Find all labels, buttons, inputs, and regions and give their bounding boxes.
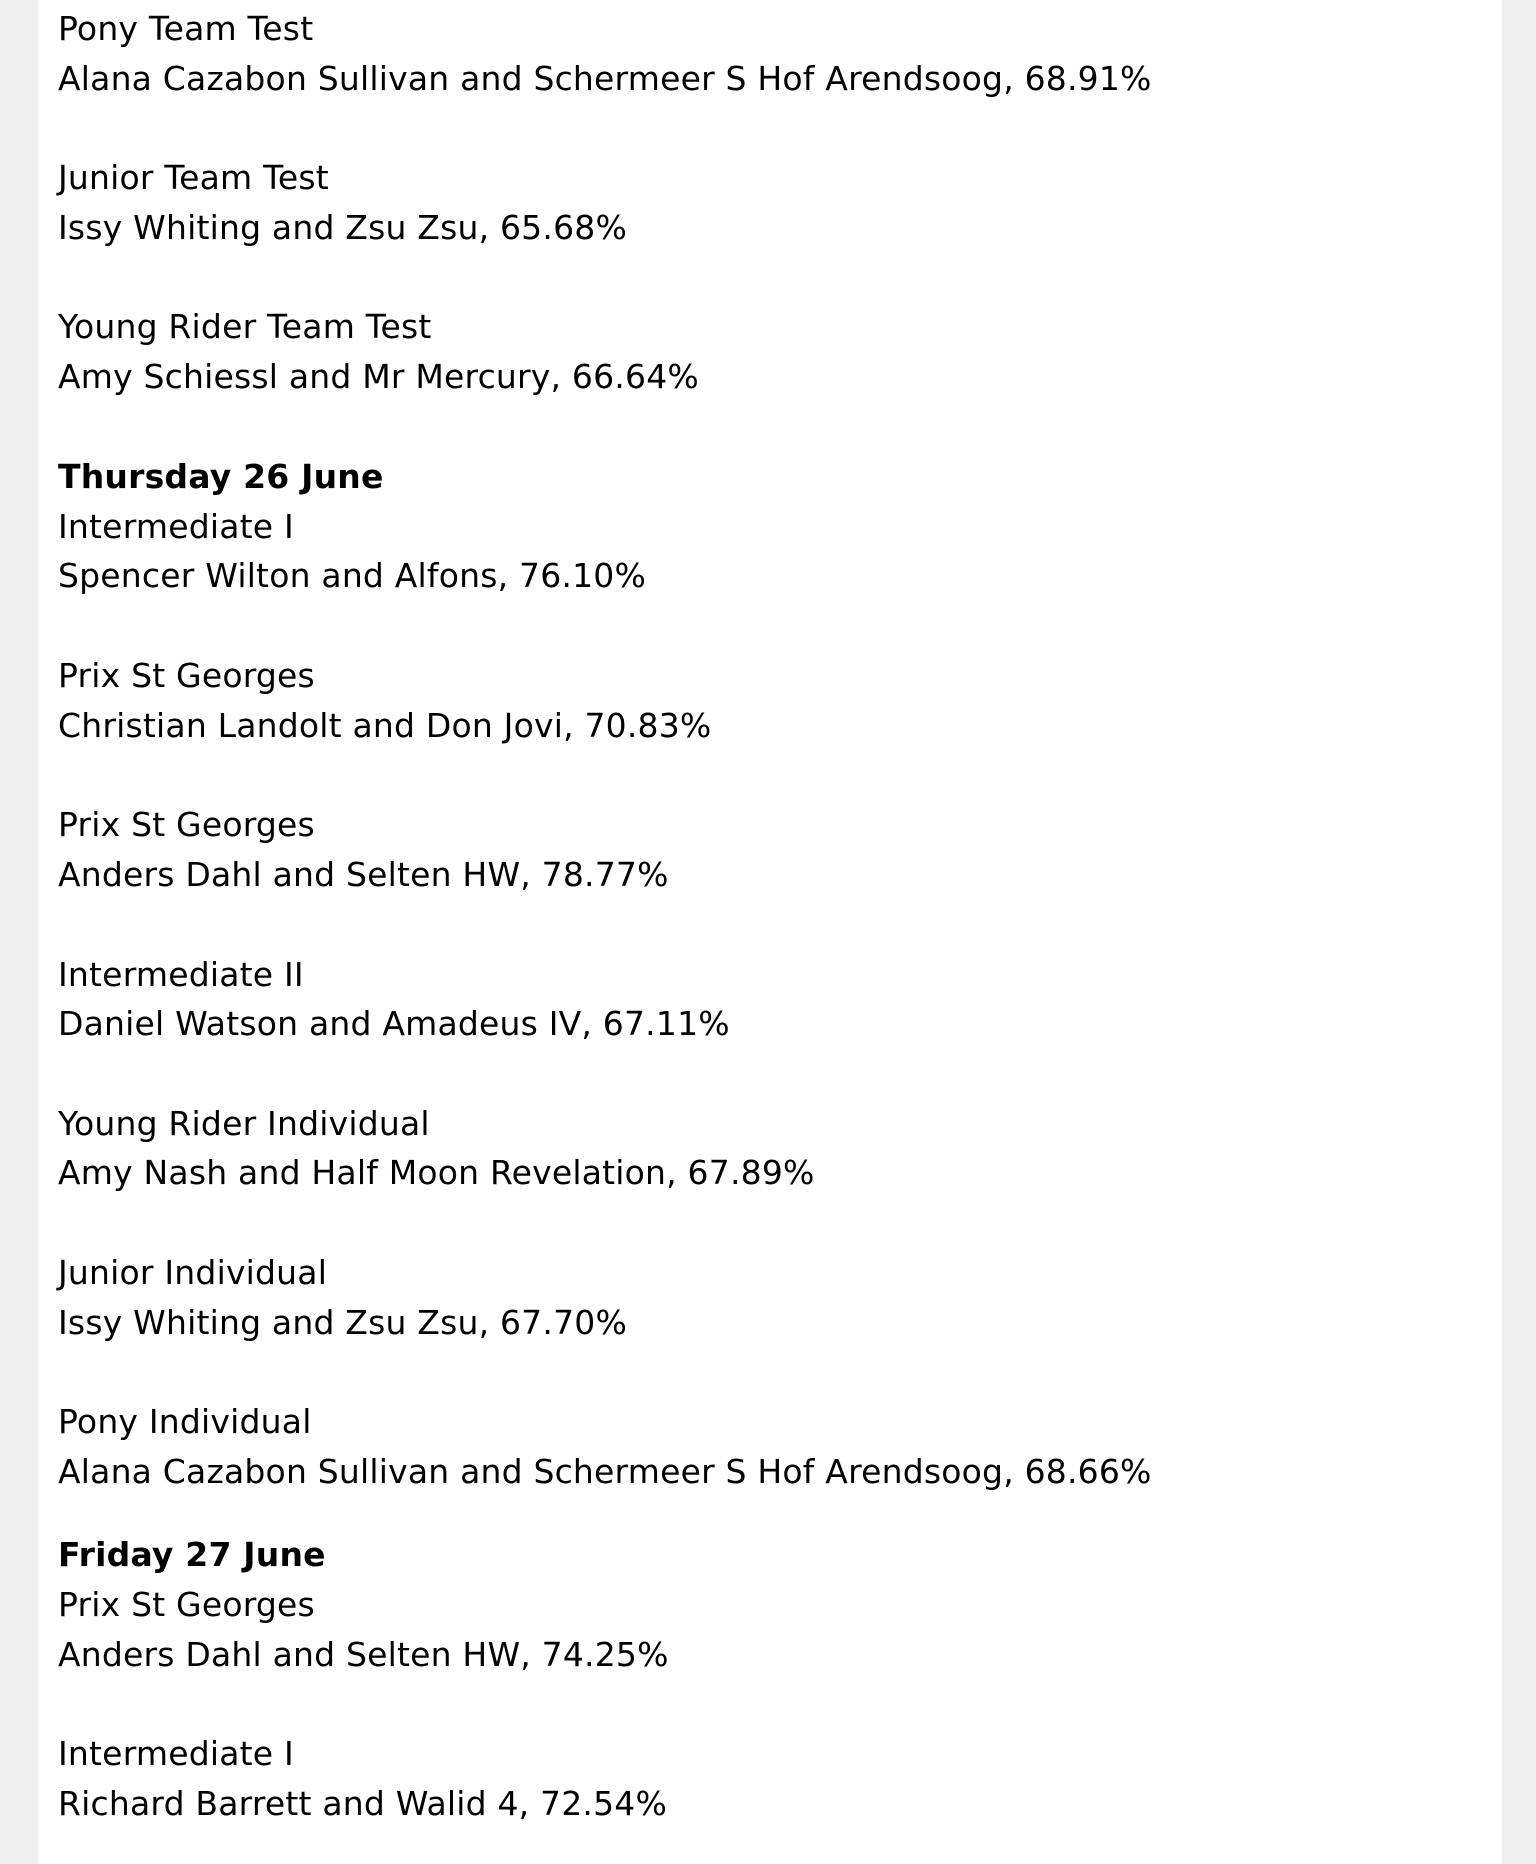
event-name: Prix St Georges <box>58 656 315 695</box>
event-name: Junior Individual <box>58 1253 328 1292</box>
event-name: Junior Team Test <box>58 158 329 197</box>
event-result: Christian Landolt and Don Jovi, 70.83% <box>58 706 712 745</box>
event-result: Anders Dahl and Selten HW, 78.77% <box>58 855 669 894</box>
event-result: Amy Nash and Half Moon Revelation, 67.89% <box>58 1153 815 1192</box>
event-result: Amy Schiessl and Mr Mercury, 66.64% <box>58 357 699 396</box>
event-result: Richard Barrett and Walid 4, 72.54% <box>58 1784 668 1823</box>
event-result: Alana Cazabon Sullivan and Schermeer S Hof Arendsoog, 68.66% <box>58 1452 1152 1491</box>
event-name: Pony Individual <box>58 1402 312 1441</box>
event-name: Pony Team Test <box>58 9 314 48</box>
event-result: Daniel Watson and Amadeus IV, 67.11% <box>58 1004 730 1043</box>
event-name: Intermediate I <box>58 507 294 546</box>
event-result: Issy Whiting and Zsu Zsu, 67.70% <box>58 1303 628 1342</box>
event-result: Anders Dahl and Selten HW, 74.25% <box>58 1635 669 1674</box>
event-name: Intermediate I <box>58 1734 294 1773</box>
event-name: Prix St Georges <box>58 1585 315 1624</box>
event-name: Young Rider Team Test <box>58 307 432 346</box>
day-heading: Thursday 26 June <box>58 457 384 496</box>
day-heading: Friday 27 June <box>58 1535 326 1574</box>
page-container <box>38 0 1502 1864</box>
event-result: Spencer Wilton and Alfons, 76.10% <box>58 556 647 595</box>
event-result: Issy Whiting and Zsu Zsu, 65.68% <box>58 208 628 247</box>
event-name: Prix St Georges <box>58 805 315 844</box>
event-result: Alana Cazabon Sullivan and Schermeer S Hof Arendsoog, 68.91% <box>58 59 1152 98</box>
event-name: Young Rider Individual <box>58 1104 430 1143</box>
event-name: Intermediate II <box>58 955 304 994</box>
